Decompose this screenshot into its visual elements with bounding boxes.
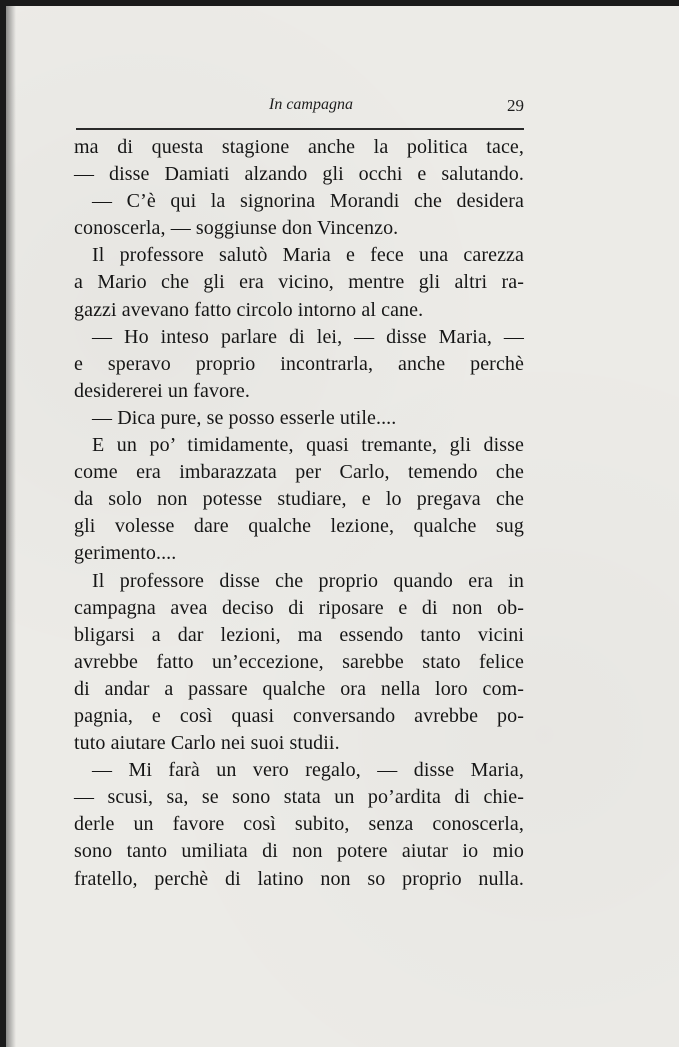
text-line: — Mi farà un vero regalo, — disse Maria, <box>92 759 524 782</box>
text-line: — Ho inteso parlare di lei, — disse Maria, — <box>92 325 524 348</box>
text-line: bligarsi a dar lezioni, ma essendo tanto vicini <box>74 623 524 646</box>
text-line: pagnia, e così quasi conversando avrebbe po- <box>74 704 524 727</box>
text-line: — C’è qui la signorina Morandi che desidera <box>92 190 524 213</box>
text-line: conoscerla, — soggiunse don Vincenzo. <box>74 217 399 240</box>
text-line: avrebbe fatto un’eccezione, sarebbe stato felice <box>74 650 524 673</box>
text-line: desidererei un favore. <box>74 379 250 402</box>
text-line: di andar a passare qualche ora nella loro com- <box>74 677 524 700</box>
header-rule <box>76 128 524 130</box>
text-line: Il professore salutò Maria e fece una carezza <box>92 244 524 267</box>
text-line: ma di questa stagione anche la politica tace, <box>74 136 524 158</box>
text-line: tuto aiutare Carlo nei suoi studii. <box>74 732 340 755</box>
text-line: Il professore disse che proprio quando era in <box>92 569 524 592</box>
text-line: gerimento.... <box>74 542 177 565</box>
text-line: come era imbarazzata per Carlo, temendo che <box>74 461 524 484</box>
text-line: — scusi, sa, se sono stata un po’ardita di chie- <box>74 786 524 809</box>
text-line: fratello, perchè di latino non so proprio nulla. <box>74 867 524 890</box>
text-line: e speravo proprio incontrarla, anche perchè <box>74 352 524 375</box>
binding-shadow <box>6 6 16 1047</box>
text-line: gazzi avevano fatto circolo intorno al cane. <box>74 298 424 321</box>
page-number: 29 <box>507 96 524 115</box>
text-line: campagna avea deciso di riposare e di non ob- <box>74 596 524 619</box>
text-line: gli volesse dare qualche lezione, qualche sug <box>74 515 524 538</box>
text-line: derle un favore così subito, senza conoscerla, <box>74 813 524 836</box>
body-text <box>74 134 524 893</box>
book-page <box>6 6 679 1047</box>
text-line: E un po’ timidamente, quasi tremante, gli disse <box>92 434 524 457</box>
text-line: da solo non potesse studiare, e lo pregava che <box>74 488 524 511</box>
text-line: sono tanto umiliata di non potere aiutar io mio <box>74 840 524 863</box>
running-title: In campagna <box>269 96 353 113</box>
text-line: — disse Damiati alzando gli occhi e salutando. <box>74 163 524 186</box>
running-head <box>6 94 679 120</box>
text-line: a Mario che gli era vicino, mentre gli altri ra- <box>74 271 524 294</box>
text-line: — Dica pure, se posso esserle utile.... <box>92 406 397 429</box>
